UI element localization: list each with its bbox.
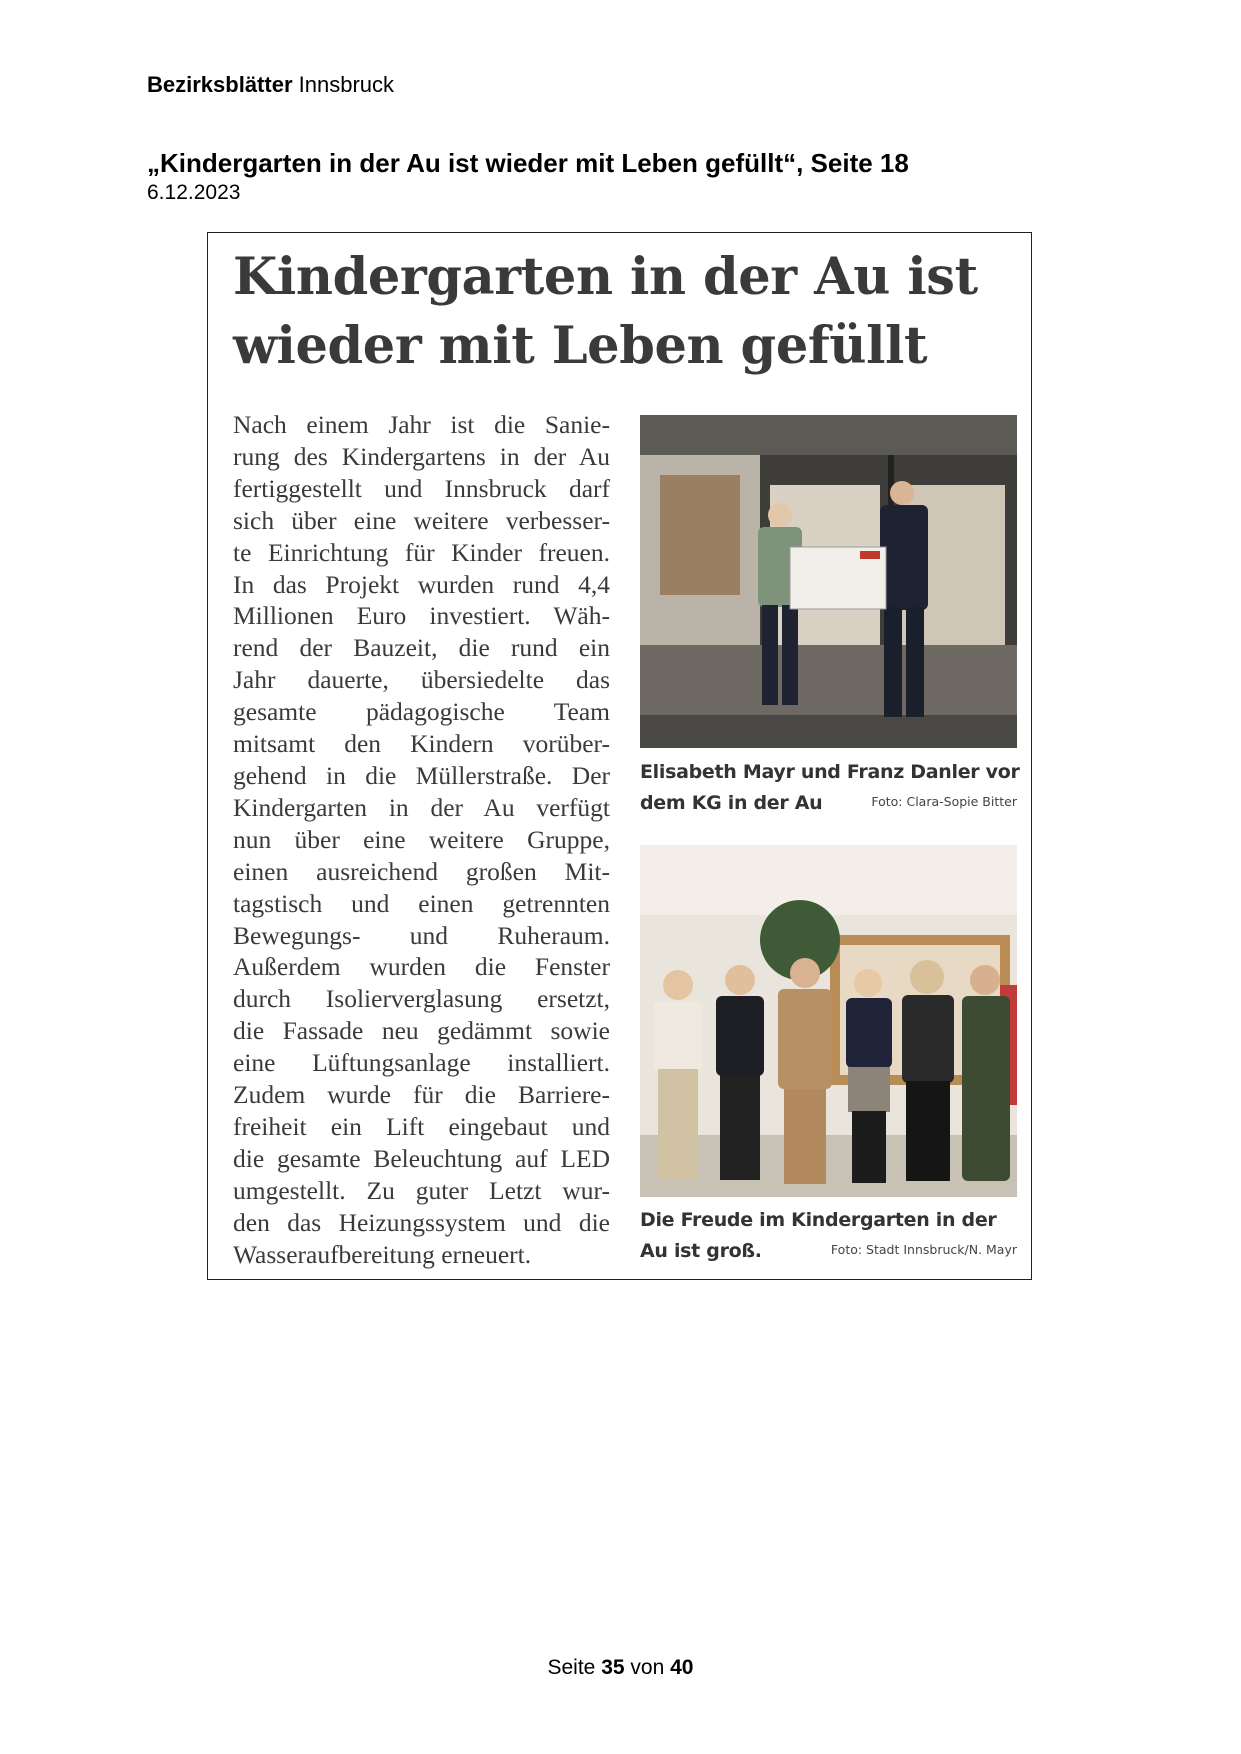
body-line: sich über eine weitere verbesser- bbox=[233, 505, 610, 535]
body-line: die Fassade neu gedämmt sowie bbox=[233, 1016, 610, 1046]
body-line: Bewegungs- und Ruheraum. bbox=[233, 920, 610, 950]
article-date: 6.12.2023 bbox=[147, 181, 241, 204]
body-line: eine Lüftungsanlage installiert. bbox=[233, 1048, 610, 1078]
photo1-credit: Foto: Clara-Sopie Bitter bbox=[871, 794, 1017, 809]
body-line: nun über eine weitere Gruppe, bbox=[233, 824, 610, 854]
body-line: Nach einem Jahr ist die Sanie- bbox=[233, 410, 610, 439]
footer-prefix: Seite bbox=[547, 1656, 596, 1679]
photo2-caption bbox=[640, 1205, 1017, 1267]
body-line: den das Heizungssystem und die bbox=[233, 1207, 610, 1237]
page-total: 40 bbox=[670, 1656, 694, 1679]
body-line: te Einrichtung für Kinder freuen. bbox=[233, 537, 610, 567]
body-line: freiheit ein Lift eingebaut und bbox=[233, 1111, 610, 1141]
clipping-headline bbox=[233, 243, 1023, 381]
body-line: durch Isolierverglasung ersetzt, bbox=[233, 984, 610, 1014]
headline-line: wieder mit Leben gefüllt bbox=[233, 316, 928, 376]
publication-name: Bezirksblätter bbox=[147, 72, 293, 97]
article-body bbox=[233, 409, 610, 1270]
body-line: rung des Kindergartens in der Au bbox=[233, 441, 610, 471]
headline-line: Kindergarten in der Au ist bbox=[233, 247, 978, 307]
caption-line bbox=[640, 788, 1017, 819]
body-line: Jahr dauerte, übersiedelte das bbox=[233, 665, 610, 695]
body-line: rend der Bauzeit, die rund ein bbox=[233, 633, 610, 663]
body-line: In das Projekt wurden rund 4,4 bbox=[233, 569, 610, 599]
body-line: die gesamte Beleuchtung auf LED bbox=[233, 1143, 610, 1173]
footer-middle: von bbox=[630, 1656, 665, 1679]
photo2-credit: Foto: Stadt Innsbruck/N. Mayr bbox=[830, 1242, 1017, 1257]
page-footer bbox=[0, 1656, 1241, 1680]
article-title: „Kindergarten in der Au ist wieder mit Leben gefüllt“, Seite 18 bbox=[147, 148, 909, 178]
body-line: mitsamt den Kindern vorüber- bbox=[233, 729, 610, 759]
body-line: einen ausreichend großen Mit- bbox=[233, 856, 610, 886]
photo-entrance bbox=[640, 415, 1017, 748]
body-line: tagstisch und einen getrennten bbox=[233, 888, 610, 918]
body-line: Außerdem wurden die Fenster bbox=[233, 952, 610, 982]
body-line: Kindergarten in der Au verfügt bbox=[233, 792, 610, 822]
photo-group bbox=[640, 845, 1017, 1197]
caption-line: Die Freude im Kindergarten in der bbox=[640, 1209, 997, 1231]
page-number: 35 bbox=[601, 1656, 625, 1679]
body-line: Millionen Euro investiert. Wäh- bbox=[233, 601, 610, 631]
body-line: fertiggestellt und Innsbruck darf bbox=[233, 473, 610, 503]
body-line: gesamte pädagogische Team bbox=[233, 697, 610, 727]
photo1-caption bbox=[640, 757, 1020, 819]
caption-line-2: Au ist groß. bbox=[640, 1240, 762, 1262]
body-line: umgestellt. Zu guter Letzt wur- bbox=[233, 1175, 610, 1205]
caption-line-2: dem KG in der Au bbox=[640, 792, 823, 814]
caption-line: Elisabeth Mayr und Franz Danler vor bbox=[640, 761, 1020, 783]
publication-header bbox=[147, 72, 394, 98]
newspaper-clipping bbox=[207, 232, 1032, 1280]
body-line: Zudem wurde für die Barriere- bbox=[233, 1080, 610, 1110]
body-line: Wasseraufbereitung erneuert. bbox=[233, 1239, 532, 1269]
caption-line bbox=[640, 1236, 1017, 1267]
body-line: gehend in die Müllerstraße. Der bbox=[233, 760, 610, 790]
publication-region: Innsbruck bbox=[298, 72, 395, 97]
